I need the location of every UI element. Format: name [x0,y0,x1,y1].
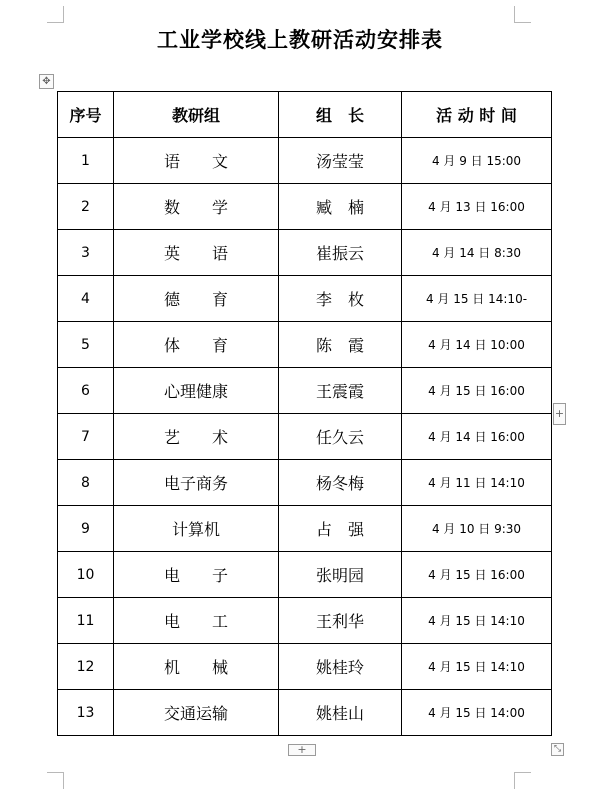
cell-time[interactable]: 4 月 10 日 9:30 [402,506,552,552]
cell-time[interactable]: 4 月 14 日 16:00 [402,414,552,460]
cell-group[interactable]: 英 语 [114,230,279,276]
cell-leader[interactable]: 张明园 [279,552,402,598]
table-row [58,506,552,552]
cell-group[interactable]: 德 育 [114,276,279,322]
table-row [58,368,552,414]
cell-time[interactable]: 4 月 13 日 16:00 [402,184,552,230]
cell-leader[interactable]: 姚桂山 [279,690,402,736]
cell-group[interactable]: 交通运输 [114,690,279,736]
table-row [58,276,552,322]
cell-leader[interactable]: 王震霞 [279,368,402,414]
page-corner-mark-top-right [514,6,531,23]
table-row [58,552,552,598]
cell-index[interactable]: 7 [58,414,114,460]
cell-leader[interactable]: 王利华 [279,598,402,644]
cell-group[interactable]: 数 学 [114,184,279,230]
cell-time[interactable]: 4 月 15 日 14:10 [402,598,552,644]
cell-time[interactable]: 4 月 9 日 15:00 [402,138,552,184]
cell-index[interactable]: 1 [58,138,114,184]
cell-index[interactable]: 8 [58,460,114,506]
cell-leader[interactable]: 汤莹莹 [279,138,402,184]
cell-index[interactable]: 12 [58,644,114,690]
table-row [58,138,552,184]
header-time[interactable]: 活 动 时 间 [402,92,552,138]
cell-index[interactable]: 9 [58,506,114,552]
move-icon: ✥ [42,76,51,87]
cell-leader[interactable]: 任久云 [279,414,402,460]
header-leader[interactable]: 组 长 [279,92,402,138]
cell-time[interactable]: 4 月 15 日 14:00 [402,690,552,736]
table-row [58,230,552,276]
cell-time[interactable]: 4 月 14 日 8:30 [402,230,552,276]
add-column-button[interactable] [553,403,566,425]
cell-index[interactable]: 3 [58,230,114,276]
table-row [58,690,552,736]
add-row-button[interactable] [288,744,316,756]
table-resize-handle[interactable] [551,743,564,756]
cell-time[interactable]: 4 月 15 日 14:10- [402,276,552,322]
cell-group[interactable]: 心理健康 [114,368,279,414]
header-group[interactable]: 教研组 [114,92,279,138]
cell-group[interactable]: 语 文 [114,138,279,184]
plus-icon: + [297,743,307,756]
cell-time[interactable]: 4 月 11 日 14:10 [402,460,552,506]
document-title: 工业学校线上教研活动安排表 [157,27,443,52]
cell-time[interactable]: 4 月 15 日 16:00 [402,368,552,414]
cell-index[interactable]: 13 [58,690,114,736]
cell-group[interactable]: 电 工 [114,598,279,644]
cell-index[interactable]: 2 [58,184,114,230]
cell-leader[interactable]: 崔振云 [279,230,402,276]
table-row [58,322,552,368]
cell-leader[interactable]: 占 强 [279,506,402,552]
cell-group[interactable]: 艺 术 [114,414,279,460]
cell-leader[interactable]: 李 枚 [279,276,402,322]
page-corner-mark-bottom-right [514,772,531,789]
cell-group[interactable]: 机 械 [114,644,279,690]
cell-time[interactable]: 4 月 15 日 16:00 [402,552,552,598]
cell-index[interactable]: 5 [58,322,114,368]
cell-index[interactable]: 10 [58,552,114,598]
schedule-table [57,91,552,736]
cell-leader[interactable]: 姚桂玲 [279,644,402,690]
table-row [58,598,552,644]
cell-group[interactable]: 体 育 [114,322,279,368]
table-move-handle[interactable] [39,74,54,89]
page-corner-mark-top-left [47,6,64,23]
table-header-row [58,92,552,138]
cell-index[interactable]: 4 [58,276,114,322]
resize-icon: ⤡ [553,744,562,754]
table-row [58,414,552,460]
cell-group[interactable]: 电子商务 [114,460,279,506]
table-row [58,460,552,506]
page-corner-mark-bottom-left [47,772,64,789]
cell-time[interactable]: 4 月 15 日 14:10 [402,644,552,690]
table-row [58,184,552,230]
plus-icon: + [554,407,565,420]
cell-index[interactable]: 6 [58,368,114,414]
cell-group[interactable]: 计算机 [114,506,279,552]
cell-index[interactable]: 11 [58,598,114,644]
cell-leader[interactable]: 陈 霞 [279,322,402,368]
cell-leader[interactable]: 杨冬梅 [279,460,402,506]
cell-leader[interactable]: 臧 楠 [279,184,402,230]
cell-group[interactable]: 电 子 [114,552,279,598]
header-index[interactable]: 序号 [58,92,114,138]
table-row [58,644,552,690]
cell-time[interactable]: 4 月 14 日 10:00 [402,322,552,368]
